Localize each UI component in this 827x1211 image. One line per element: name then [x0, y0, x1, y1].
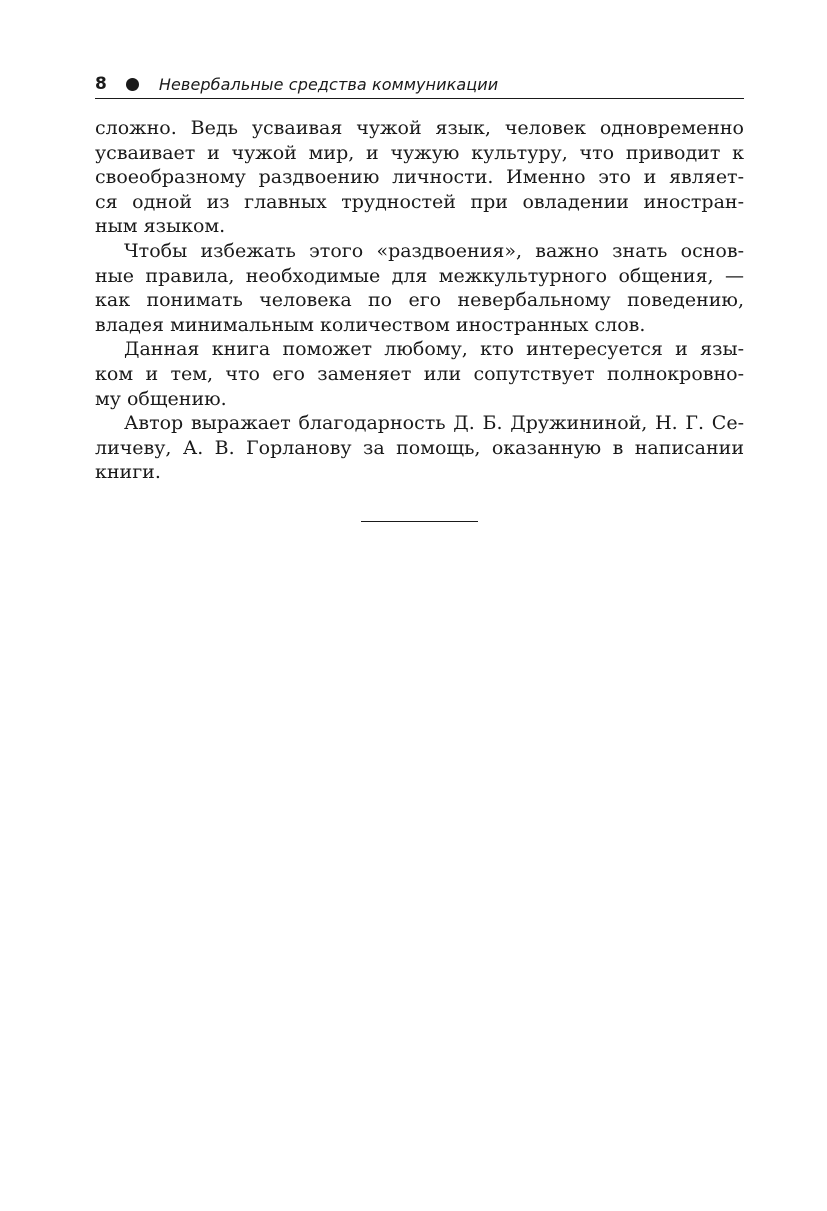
text-line: ные правила, необходимые для межкультурного общения, — [95, 264, 744, 287]
text-line: Чтобы избежать этого «раздвоения», важно знать основ- [124, 239, 744, 262]
body-text [95, 116, 744, 485]
text-line: сложно. Ведь усваивая чужой язык, человек одновременно [95, 117, 744, 139]
text-line: своеобразному раздвоению личности. Именно это и являет- [95, 166, 744, 189]
paragraph [95, 337, 744, 411]
text-line: ком и тем, что его заменяет или сопутствует полнокровно- [95, 362, 744, 385]
paragraph [95, 411, 744, 485]
paragraph [95, 239, 744, 337]
text-line: владея минимальным количеством иностранных слов. [95, 313, 646, 336]
running-header [95, 70, 744, 99]
text-line: Автор выражает благодарность Д. Б. Дружининой, Н. Г. Се- [124, 412, 744, 435]
text-line: усваивает и чужой мир, и чужую культуру, что приводит к [95, 141, 744, 164]
text-line: личеву, А. В. Горланову за помощь, оказанную в написании [95, 436, 744, 459]
section-end-rule [361, 521, 478, 522]
bullet-icon [126, 78, 139, 91]
paragraph [95, 116, 744, 239]
text-line: ным языком. [95, 215, 226, 238]
text-line: му общению. [95, 387, 227, 410]
running-title: Невербальные средства коммуникации [158, 74, 499, 94]
text-line: Данная книга поможет любому, кто интересуется и язы- [124, 338, 744, 361]
text-line: ся одной из главных трудностей при овладении иностран- [95, 190, 744, 213]
text-line: как понимать человека по его невербальному поведению, [95, 289, 744, 312]
book-page [95, 70, 744, 485]
page-number: 8 [95, 74, 107, 94]
text-line: книги. [95, 461, 161, 484]
